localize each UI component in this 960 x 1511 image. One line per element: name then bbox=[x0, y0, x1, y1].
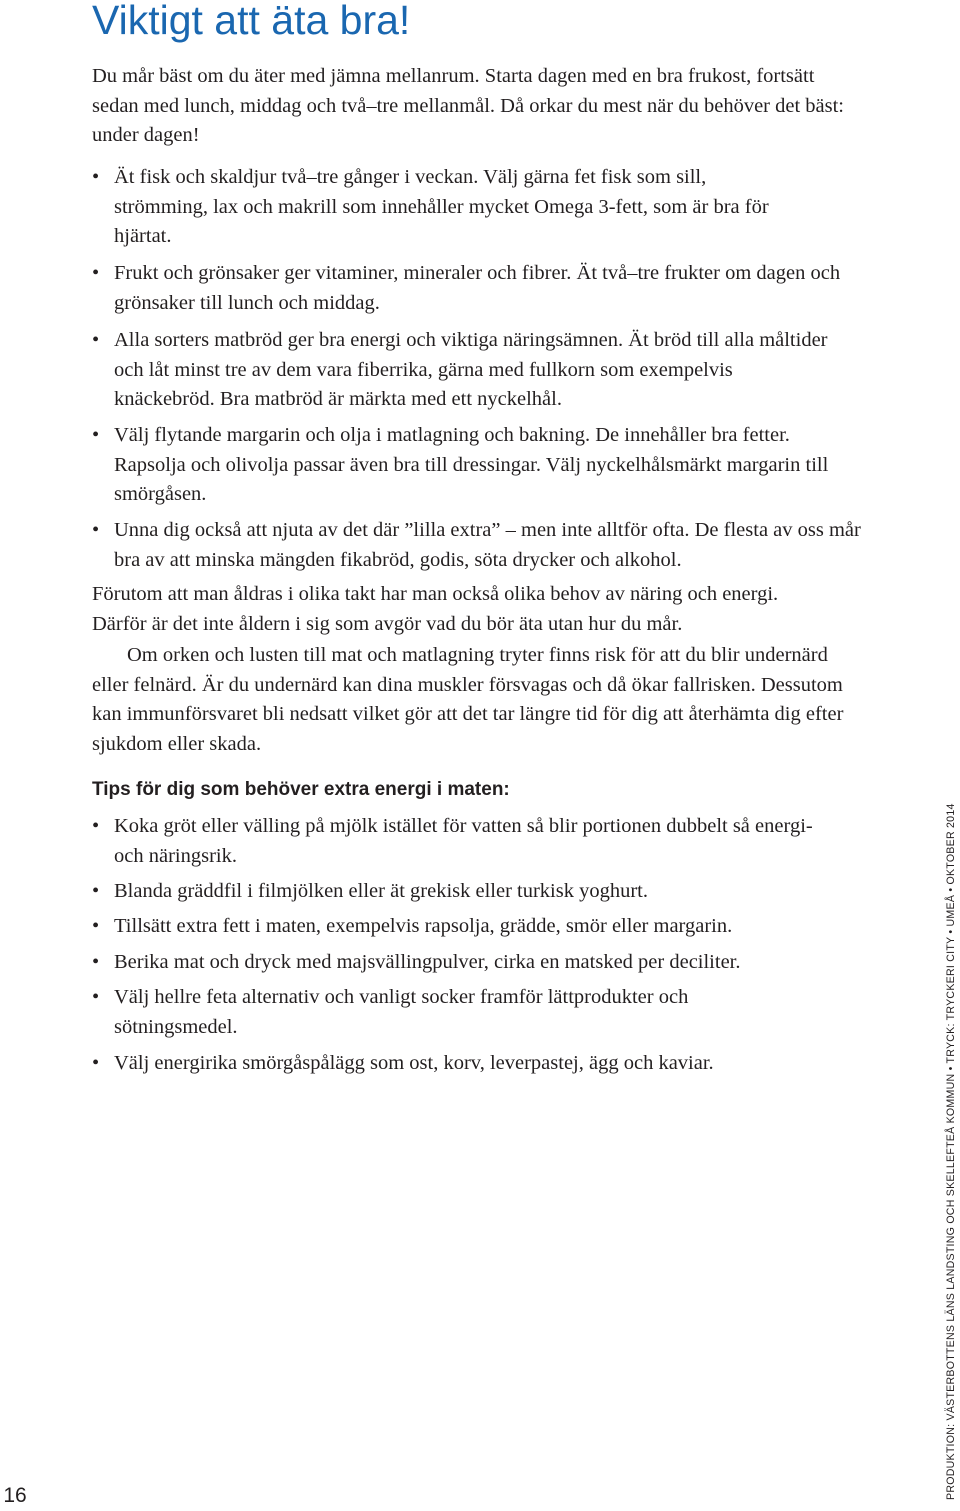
bullet-icon: • bbox=[92, 329, 100, 351]
bullet-icon: • bbox=[92, 880, 100, 902]
body-paragraph: Förutom att man åldras i olika takt har man också olika behov av näring och energi. Därför är det inte åldern i sig som avgör vad du bör äta utan hur du mår. bbox=[92, 583, 779, 635]
list-item bbox=[92, 326, 832, 415]
list-item bbox=[92, 812, 822, 871]
list-item bbox=[92, 421, 852, 510]
list-item bbox=[92, 259, 862, 318]
bullet-icon: • bbox=[92, 519, 100, 541]
list-item-text: Koka gröt eller välling på mjölk istället för vatten så blir portionen dubbelt så energi- och näringsrik. bbox=[114, 815, 813, 867]
list-item-text: Välj energirika smörgåspålägg som ost, korv, leverpastej, ägg och kaviar. bbox=[114, 1052, 714, 1074]
production-credits: PRODUKTION: VÄSTERBOTTENS LÄNS LANDSTING OCH SKELLEFTEÅ KOMMUN • TRYCK: TRYCKERI CITY • UMEÅ • OKTOBER 2014 bbox=[945, 803, 957, 1500]
page-number: 16 bbox=[3, 1484, 27, 1507]
list-item bbox=[92, 912, 862, 942]
list-item bbox=[92, 983, 782, 1042]
list-item bbox=[92, 1049, 727, 1079]
bullet-icon: • bbox=[92, 815, 100, 837]
bullet-icon: • bbox=[92, 262, 100, 284]
list-item-text: Berika mat och dryck med majsvällingpulver, cirka en matsked per deciliter. bbox=[114, 951, 741, 973]
list-item-text: Blanda gräddfil i filmjölken eller ät grekisk eller turkisk yoghurt. bbox=[114, 880, 649, 902]
list-item-text: Tillsätt extra fett i maten, exempelvis rapsolja, grädde, smör eller margarin. bbox=[114, 915, 733, 937]
list-item bbox=[92, 163, 792, 252]
list-item-text: Välj hellre feta alternativ och vanligt socker framför lättprodukter och sötningsmedel. bbox=[114, 986, 689, 1038]
bullet-icon: • bbox=[92, 1052, 100, 1074]
body-paragraph: Om orken och lusten till mat och matlagning tryter finns risk för att du blir undernärd eller felnärd. Är du undernärd kan dina muskler försvagas och då ökar fallrisken. Dessutom kan immunförsvaret bli nedsatt vilket gör att det tar längre tid för dig att återhämta dig efter sjukdom eller skada. bbox=[92, 644, 844, 755]
list-item-text: Välj flytande margarin och olja i matlagning och bakning. De innehåller bra fetter. Rapsolja och olivolja passar även bra till dressingar. Välj nyckelhålsmärkt margarin till smörgåsen. bbox=[114, 424, 829, 505]
list-item bbox=[92, 877, 862, 907]
intro-paragraph: Du mår bäst om du äter med jämna mellanrum. Starta dagen med en bra frukost, fortsätt sedan med lunch, middag och två–tre mellanmål. Då orkar du mest när du behöver det bäst: under dagen! bbox=[92, 65, 845, 146]
bullet-icon: • bbox=[92, 166, 100, 188]
list-item-text: Alla sorters matbröd ger bra energi och viktiga näringsämnen. Ät bröd till alla måltider och låt minst tre av dem vara fiberrika, gärna med fullkorn som exempelvis knäckebröd. Bra matbröd är märkta med ett nyckelhål. bbox=[114, 329, 828, 410]
list-item-text: Ät fisk och skaldjur två–tre gånger i veckan. Välj gärna fet fisk som sill, strömming, lax och makrill som innehåller mycket Omega 3-fett, som är bra för hjärtat. bbox=[114, 166, 769, 247]
bullet-icon: • bbox=[92, 986, 100, 1008]
list-item-text: Frukt och grönsaker ger vitaminer, mineraler och fibrer. Ät två–tre frukter om dagen och grönsaker till lunch och middag. bbox=[114, 262, 841, 314]
bullet-icon: • bbox=[92, 915, 100, 937]
list-item bbox=[92, 516, 882, 575]
tips-heading: Tips för dig som behöver extra energi i maten: bbox=[92, 779, 510, 800]
bullet-icon: • bbox=[92, 951, 100, 973]
page-title: Viktigt att äta bra! bbox=[92, 0, 411, 43]
list-item-text: Unna dig också att njuta av det där ”lilla extra” – men inte alltför ofta. De flesta av oss mår bra av att minska mängden fikabröd, godis, söta drycker och alkohol. bbox=[114, 519, 861, 571]
list-item bbox=[92, 948, 862, 978]
bullet-icon: • bbox=[92, 424, 100, 446]
